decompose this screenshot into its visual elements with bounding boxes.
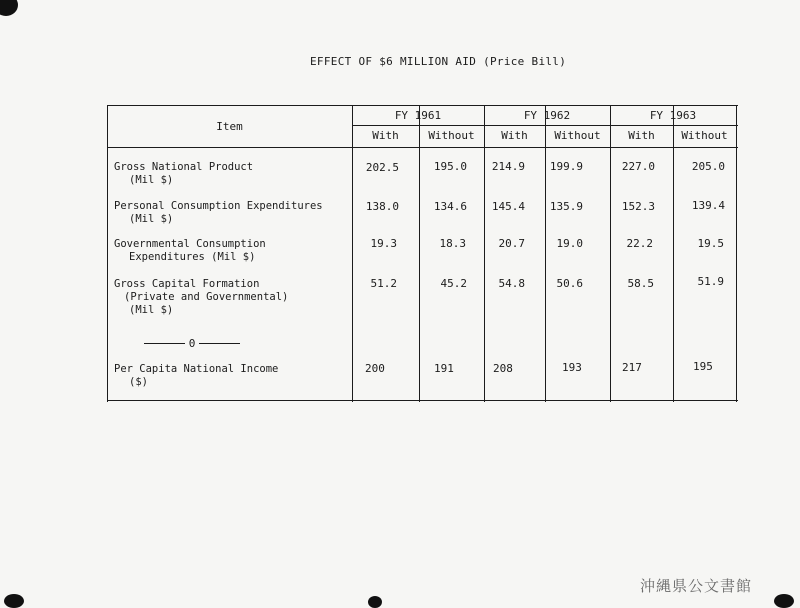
row-label-unit: (Mil $) — [129, 304, 174, 316]
row-label: Per Capita National Income — [114, 363, 279, 375]
row-label-unit: ($) — [129, 376, 148, 388]
data-table — [107, 105, 738, 402]
clip-mark — [4, 594, 24, 608]
value-cell: 19.0 — [556, 237, 583, 250]
value-cell: 208 — [493, 362, 513, 375]
header-without: Without — [681, 129, 728, 142]
value-cell: 20.7 — [498, 237, 525, 250]
header-without: Without — [428, 129, 475, 142]
value-cell: 19.3 — [370, 237, 397, 250]
value-cell: 51.2 — [370, 277, 397, 290]
value-cell: 145.4 — [491, 200, 525, 213]
section-separator — [144, 336, 244, 350]
value-cell: 54.8 — [498, 277, 525, 290]
separator-mark: 0 — [188, 336, 196, 350]
header-with: With — [628, 129, 655, 142]
value-cell: 58.5 — [627, 277, 654, 290]
clip-mark — [368, 596, 382, 608]
value-cell: 205.0 — [691, 160, 725, 173]
row-label-unit: (Mil $) — [129, 174, 174, 186]
value-cell: 195 — [693, 360, 713, 373]
row-label: Gross National Product — [114, 161, 254, 173]
row-label: Governmental Consumption — [114, 238, 266, 250]
value-cell: 22.2 — [626, 237, 653, 250]
header-without: Without — [554, 129, 601, 142]
value-cell: 138.0 — [365, 200, 399, 213]
value-cell: 199.9 — [549, 160, 583, 173]
row-label: Gross Capital Formation — [114, 278, 260, 290]
value-cell: 214.9 — [491, 160, 525, 173]
hole-punch-mark — [0, 0, 18, 16]
value-cell: 139.4 — [691, 199, 725, 212]
clip-mark — [774, 594, 794, 608]
row-label-detail: (Private and Governmental) — [124, 291, 289, 303]
row-label: Personal Consumption Expenditures — [114, 200, 323, 212]
value-cell: 195.0 — [433, 160, 467, 173]
value-cell: 134.6 — [433, 200, 467, 213]
value-cell: 50.6 — [556, 277, 583, 290]
header-with: With — [372, 129, 399, 142]
header-fy-1961: FY 1961 — [394, 109, 442, 122]
value-cell: 45.2 — [440, 277, 467, 290]
header-with: With — [501, 129, 528, 142]
header-fy-1962: FY 1962 — [523, 109, 571, 122]
header-item: Item — [216, 120, 243, 133]
value-cell: 19.5 — [697, 237, 724, 250]
value-cell: 18.3 — [439, 237, 466, 250]
value-cell: 202.5 — [365, 161, 399, 174]
value-cell: 191 — [434, 362, 454, 375]
header-fy-1963: FY 1963 — [649, 109, 697, 122]
row-label-unit: Expenditures (Mil $) — [129, 251, 256, 263]
value-cell: 152.3 — [621, 200, 655, 213]
value-cell: 200 — [365, 362, 385, 375]
value-cell: 227.0 — [621, 160, 655, 173]
value-cell: 193 — [562, 361, 582, 374]
row-label-unit: (Mil $) — [129, 213, 174, 225]
archive-watermark: 沖縄県公文書館 — [640, 577, 753, 595]
value-cell: 217 — [622, 361, 642, 374]
document-title: EFFECT OF $6 MILLION AID (Price Bill) — [310, 55, 567, 68]
value-cell: 135.9 — [549, 200, 583, 213]
value-cell: 51.9 — [697, 275, 724, 288]
